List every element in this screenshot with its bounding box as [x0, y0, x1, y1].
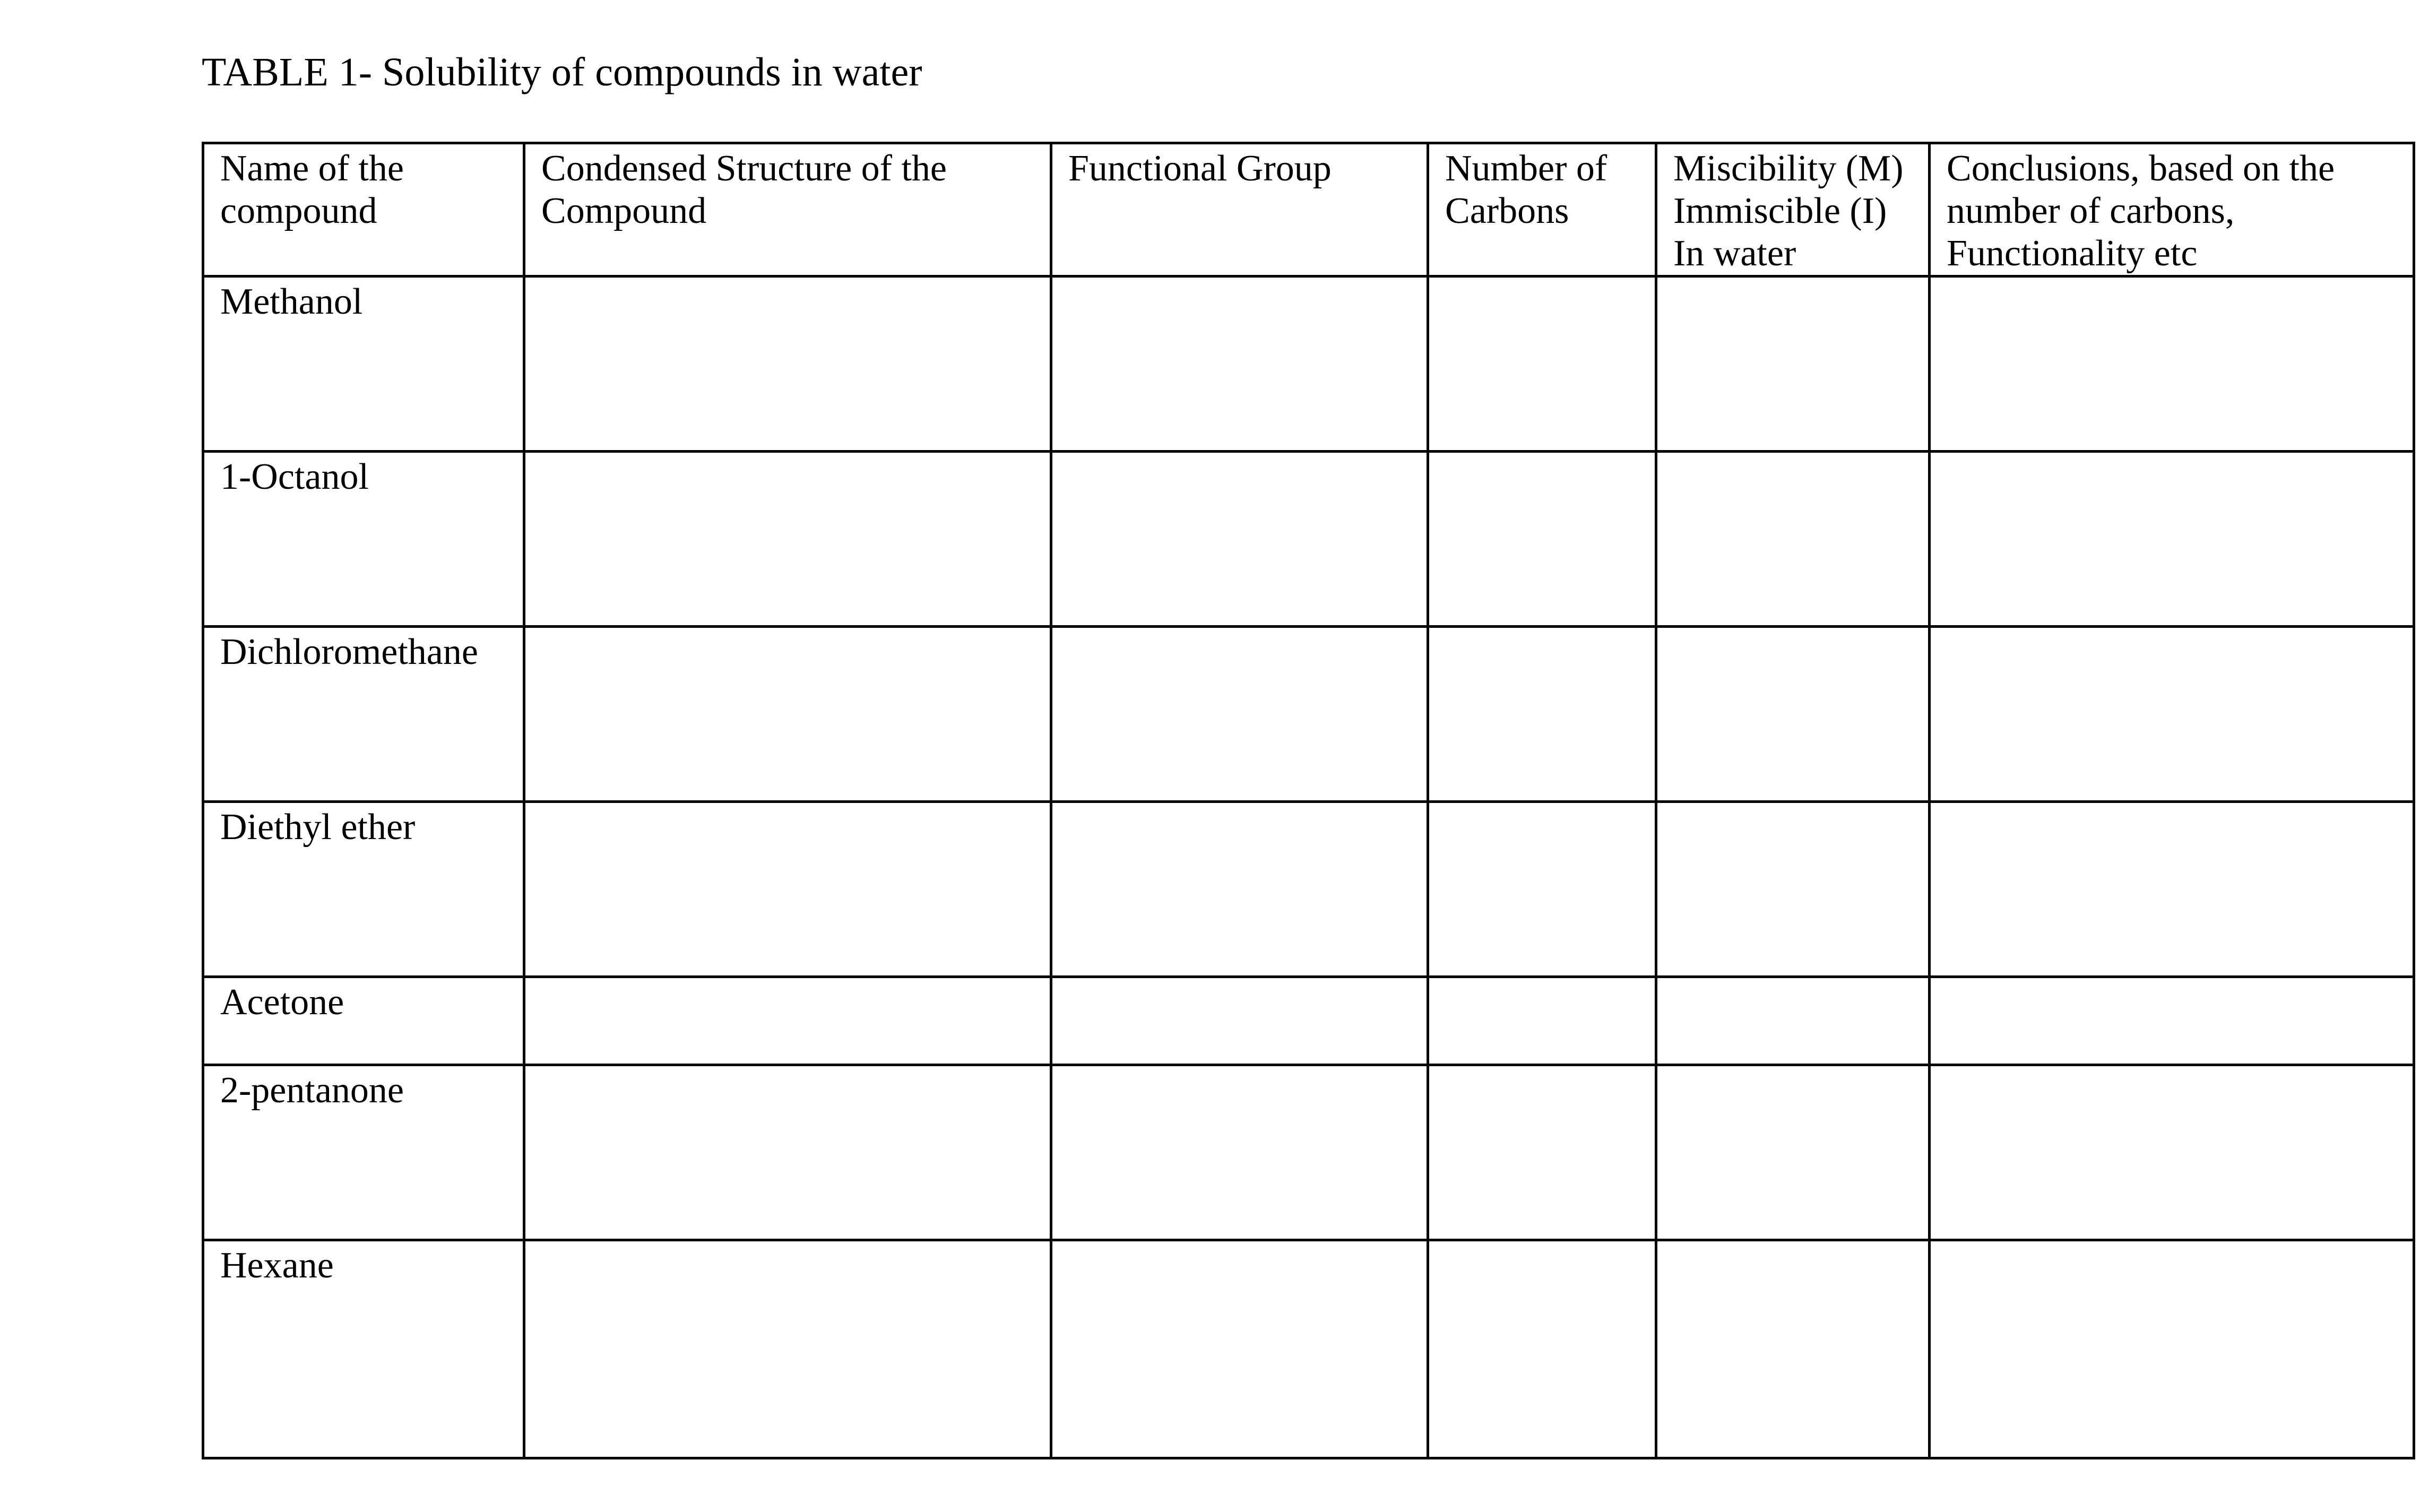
conclusions-cell[interactable]	[1930, 802, 2414, 977]
compound-name: Dichloromethane	[220, 632, 478, 672]
condensed-structure-cell[interactable]	[524, 802, 1051, 977]
miscibility-cell[interactable]	[1656, 977, 1930, 1065]
column-header-miscibility-text: Miscibility (M) Immiscible (I) In water	[1673, 148, 1904, 274]
table-row-methanol	[203, 277, 2414, 452]
compound-name: Hexane	[220, 1245, 334, 1286]
condensed-structure-cell[interactable]	[524, 452, 1051, 627]
solubility-table	[202, 142, 2415, 1459]
table-row-2-pentanone	[203, 1065, 2414, 1240]
conclusions-cell[interactable]	[1930, 627, 2414, 802]
table-row-acetone	[203, 977, 2414, 1065]
condensed-structure-cell[interactable]	[524, 277, 1051, 452]
number-of-carbons-cell[interactable]	[1428, 802, 1656, 977]
functional-group-cell[interactable]	[1051, 277, 1428, 452]
compound-name-cell	[203, 1240, 524, 1458]
compound-name-cell	[203, 977, 524, 1065]
miscibility-cell[interactable]	[1656, 452, 1930, 627]
conclusions-cell[interactable]	[1930, 1240, 2414, 1458]
miscibility-cell[interactable]	[1656, 277, 1930, 452]
condensed-structure-cell[interactable]	[524, 1065, 1051, 1240]
compound-name-cell	[203, 1065, 524, 1240]
compound-name: 1-Octanol	[220, 456, 369, 497]
condensed-structure-cell[interactable]	[524, 627, 1051, 802]
condensed-structure-cell[interactable]	[524, 1240, 1051, 1458]
number-of-carbons-cell[interactable]	[1428, 1240, 1656, 1458]
number-of-carbons-cell[interactable]	[1428, 977, 1656, 1065]
functional-group-cell[interactable]	[1051, 452, 1428, 627]
table-title: TABLE 1- Solubility of compounds in water	[202, 50, 922, 94]
conclusions-cell[interactable]	[1930, 977, 2414, 1065]
compound-name: 2-pentanone	[220, 1070, 404, 1111]
functional-group-cell[interactable]	[1051, 1065, 1428, 1240]
number-of-carbons-cell[interactable]	[1428, 627, 1656, 802]
compound-name-cell	[203, 277, 524, 452]
column-header-functional-group	[1051, 143, 1428, 277]
conclusions-cell[interactable]	[1930, 277, 2414, 452]
conclusions-cell[interactable]	[1930, 452, 2414, 627]
functional-group-cell[interactable]	[1051, 977, 1428, 1065]
functional-group-cell[interactable]	[1051, 802, 1428, 977]
compound-name: Acetone	[220, 982, 344, 1023]
compound-name: Diethyl ether	[220, 807, 416, 848]
miscibility-cell[interactable]	[1656, 802, 1930, 977]
number-of-carbons-cell[interactable]	[1428, 1065, 1656, 1240]
column-header-conclusions	[1930, 143, 2414, 277]
miscibility-cell[interactable]	[1656, 1240, 1930, 1458]
column-header-functional-group-text: Functional Group	[1068, 148, 1332, 189]
compound-name: Methanol	[220, 281, 363, 322]
column-header-conclusions-text: Conclusions, based on the number of carbons, Functionality etc	[1947, 148, 2335, 274]
table-row-hexane	[203, 1240, 2414, 1458]
functional-group-cell[interactable]	[1051, 1240, 1428, 1458]
compound-name-cell	[203, 802, 524, 977]
compound-name-cell	[203, 627, 524, 802]
column-header-number-of-carbons	[1428, 143, 1656, 277]
table-row-1-octanol	[203, 452, 2414, 627]
column-header-condensed-structure-text: Condensed Structure of the Compound	[541, 148, 947, 231]
number-of-carbons-cell[interactable]	[1428, 452, 1656, 627]
condensed-structure-cell[interactable]	[524, 977, 1051, 1065]
column-header-name-text: Name of the compound	[220, 148, 404, 231]
conclusions-cell[interactable]	[1930, 1065, 2414, 1240]
table-row-diethyl-ether	[203, 802, 2414, 977]
table-row-dichloromethane	[203, 627, 2414, 802]
functional-group-cell[interactable]	[1051, 627, 1428, 802]
miscibility-cell[interactable]	[1656, 627, 1930, 802]
compound-name-cell	[203, 452, 524, 627]
column-header-name	[203, 143, 524, 277]
miscibility-cell[interactable]	[1656, 1065, 1930, 1240]
header-row	[203, 143, 2414, 277]
column-header-miscibility	[1656, 143, 1930, 277]
number-of-carbons-cell[interactable]	[1428, 277, 1656, 452]
column-header-number-of-carbons-text: Number of Carbons	[1445, 148, 1607, 231]
column-header-condensed-structure	[524, 143, 1051, 277]
